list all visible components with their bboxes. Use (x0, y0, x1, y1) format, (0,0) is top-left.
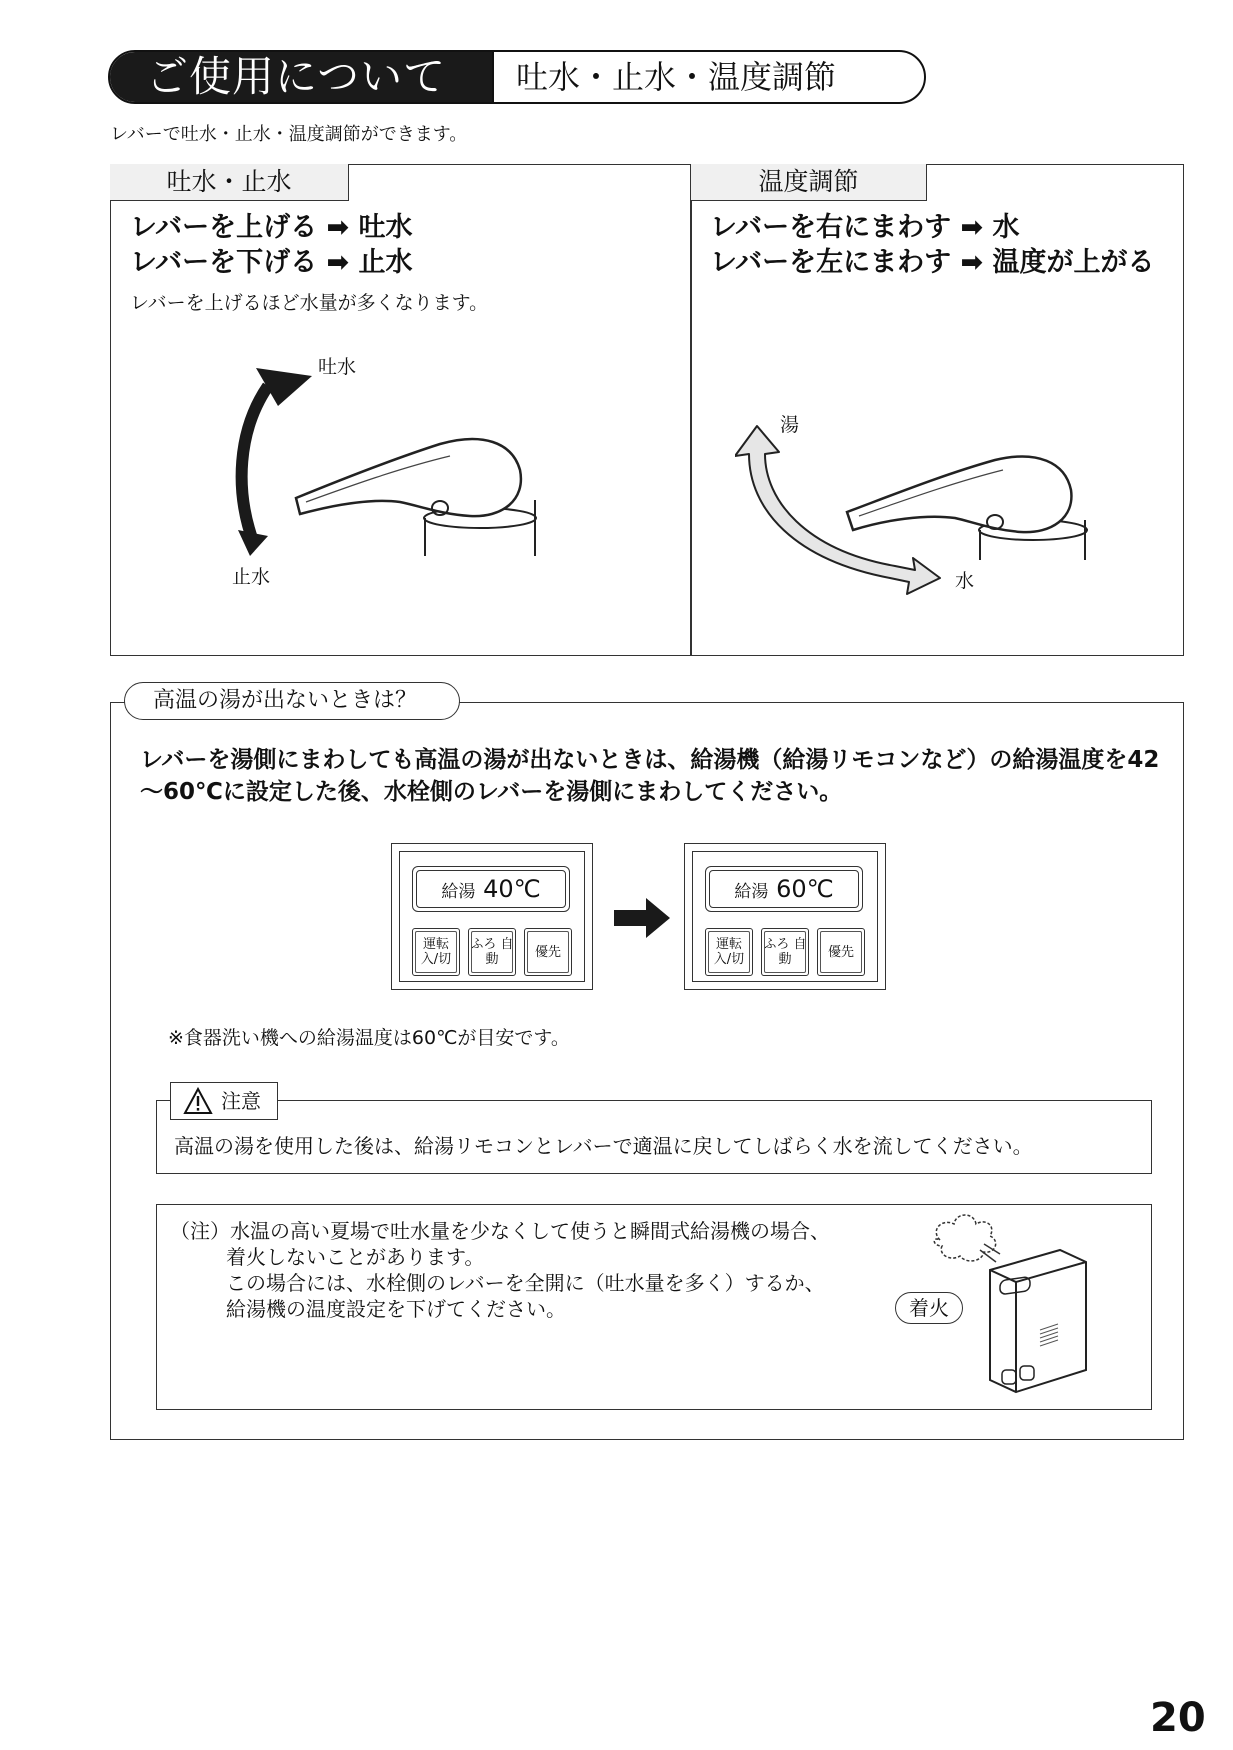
header-subtitle: 吐水・止水・温度調節 (492, 52, 924, 102)
caution-text: 高温の湯を使用した後は、給湯リモコンとレバーで適温に戻してしばらく水を流してください。 (174, 1134, 1033, 1158)
priority-button: 優先 (817, 928, 865, 976)
power-button: 運転 入/切 (412, 928, 460, 976)
lever-left-instruction: レバーを左にまわす ➡ 温度が上がる (710, 247, 1155, 278)
remote-display (705, 866, 863, 912)
section-header (108, 50, 926, 104)
display-label: 給湯 (734, 882, 769, 902)
bath-auto-button: ふろ 自動 (761, 928, 809, 976)
priority-button: 優先 (524, 928, 572, 976)
remote-display (412, 866, 570, 912)
dishwasher-note: ※食器洗い機への給湯温度は60℃が目安です。 (168, 1027, 570, 1049)
display-value: 40℃ (483, 875, 541, 903)
label-water-on: 吐水 (318, 356, 357, 378)
ignition-label: 着火 (895, 1292, 963, 1324)
lever-right-instruction: レバーを右にまわす ➡ 水 (710, 212, 1020, 243)
lever-down-instruction: レバーを下げる ➡ 止水 (130, 247, 413, 278)
caution-tab (170, 1082, 278, 1120)
right-arrow-icon (614, 898, 670, 938)
lever-rotate-illustration (735, 420, 1095, 600)
hot-water-question: 高温の湯が出ないときは？ (124, 682, 460, 720)
lever-up-down-illustration (220, 330, 580, 570)
tab-temperature: 温度調節 (691, 164, 927, 201)
display-value: 60℃ (776, 875, 834, 903)
label-cold: 水 (955, 570, 975, 592)
lever-up-instruction: レバーを上げる ➡ 吐水 (130, 212, 413, 243)
panel-divider (690, 164, 692, 656)
remote-after (684, 843, 886, 990)
header-title: ご使用について (110, 52, 492, 102)
water-heater-illustration (920, 1210, 1090, 1400)
remote-before (391, 843, 593, 990)
lever-flow-note: レバーを上げるほど水量が多くなります。 (130, 292, 489, 314)
hot-water-instruction: レバーを湯側にまわしても高温の湯が出ないときは、給湯機（給湯リモコンなど）の給湯温度を42～60℃に設定した後、水栓側のレバーを湯側にまわしてください。 (140, 747, 1160, 805)
tab-water-on-off: 吐水・止水 (110, 164, 349, 201)
note-text: （注）水温の高い夏場で吐水量を少なくして使うと瞬間式給湯機の場合、 着火しないことがあります。 この場合には、水栓側のレバーを全開に（吐水量を多く）するか、 給湯機の温度設定を下げてください。 (170, 1219, 830, 1321)
caution-title: 注意 (221, 1089, 261, 1113)
display-label: 給湯 (441, 882, 476, 902)
label-hot: 湯 (780, 414, 800, 436)
intro-text: レバーで吐水・止水・温度調節ができます。 (110, 124, 468, 145)
warning-icon (183, 1087, 213, 1115)
page-number: 20 (1150, 1695, 1206, 1741)
power-button: 運転 入/切 (705, 928, 753, 976)
label-water-off: 止水 (232, 566, 271, 588)
bath-auto-button: ふろ 自動 (468, 928, 516, 976)
